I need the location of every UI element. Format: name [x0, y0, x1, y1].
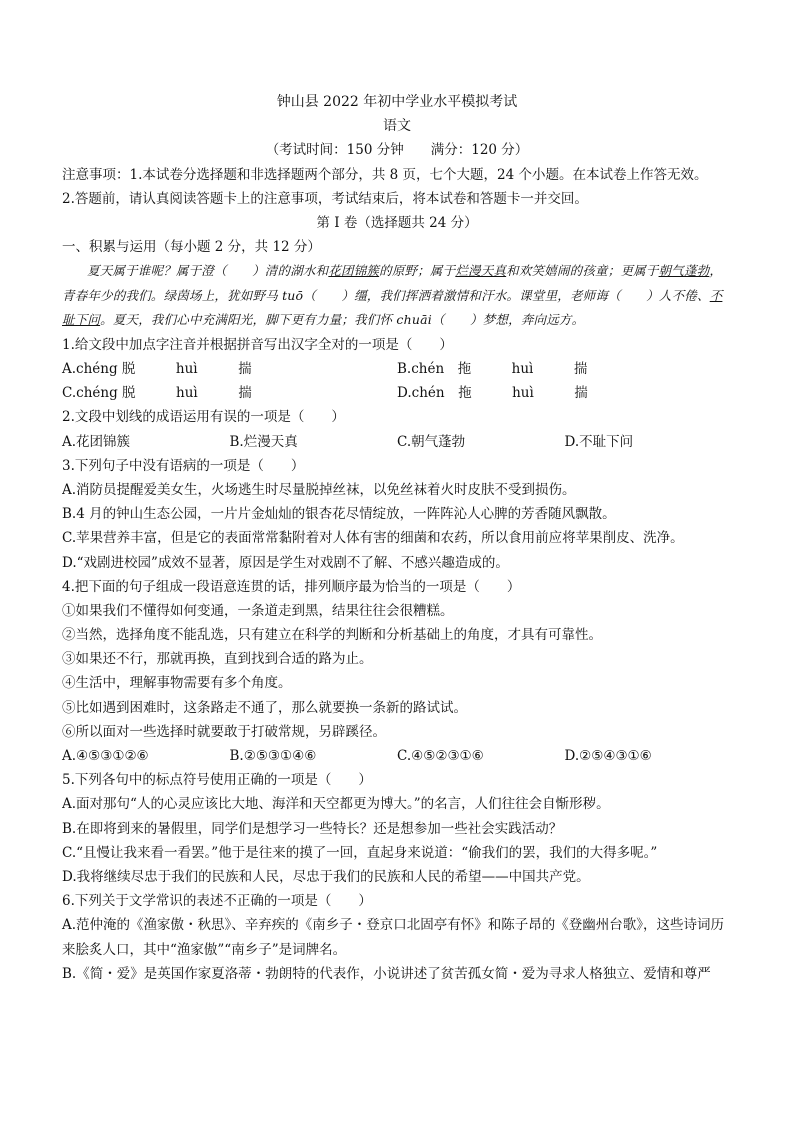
- option-b: B.chén 拖 huì 揣: [397, 361, 588, 377]
- option-b: B.4 月的钟山生态公园，一片片金灿灿的银杏花尽情绽放，一阵阵沁人心脾的芳香随风飘散。: [62, 506, 616, 523]
- option-a: A.面对那句“人的心灵应该比大地、海洋和天空都更为博大。”的名言，人们往往会自惭形秽。: [62, 796, 610, 813]
- underlined-idiom: 烂漫天真: [455, 263, 507, 279]
- notice-line-1: 注意事项：1.本试卷分选择题和非选择题两个部分，共 8 页，七个大题，24 个小题。在本试卷上作答无效。: [62, 166, 708, 183]
- subject-title: 语文: [383, 118, 411, 135]
- option-c: C.苹果营养丰富，但是它的表面常常黏附着对人体有害的细菌和农药，所以食用前应将苹果削皮、洗净。: [62, 530, 684, 547]
- option-d: D.我将继续尽忠于我们的民族和人民，尽忠于我们的民族和人民的希望——中国共产党。: [62, 868, 590, 885]
- question-stem: 4.把下面的句子组成一段语意连贯的话，排列顺序最为恰当的一项是（ ）: [62, 578, 521, 595]
- exam-title: 钟山县 2022 年初中学业水平模拟考试: [276, 94, 518, 110]
- question-stem: 2.文段中划线的成语运用有误的一项是（ ）: [62, 409, 345, 426]
- question-stem: 1.给文段中加点字注音并根据拼音写出汉字全对的一项是（ ）: [62, 336, 453, 353]
- option-a: A.花团锦簇: [62, 433, 131, 450]
- option-c: C.朝气蓬勃: [397, 433, 466, 450]
- option-row: [62, 430, 732, 454]
- option-d: D.②⑤④③①⑥: [564, 748, 652, 764]
- question-stem: 6.下列关于文学常识的表述不正确的一项是（ ）: [62, 893, 372, 910]
- sentence-item: ⑤比如遇到困难时，这条路走不通了，那么就要换一条新的路试试。: [62, 699, 467, 716]
- exam-page: [62, 90, 732, 986]
- exam-time-info: （考试时间：150 分钟 满分：120 分）: [265, 142, 529, 159]
- option-b: B.《简・爱》是英国作家夏洛蒂・勃朗特的代表作，小说讲述了贫苦孤女简・爱为寻求人格独立、爱情和尊严: [62, 965, 711, 982]
- option-row: [62, 744, 732, 768]
- underlined-idiom: 朝气蓬勃: [658, 263, 710, 279]
- option-row: [62, 357, 732, 381]
- option-b: B.烂漫天真: [229, 433, 298, 450]
- option-d: D.不耻下问: [564, 433, 634, 450]
- option-b: B.②⑤③①④⑥: [229, 748, 317, 764]
- option-a: A.chéng 脱 huì 揣: [62, 361, 252, 377]
- option-a: A.消防员提醒爱美女生，火场逃生时尽量脱掉丝袜，以免丝袜着火时皮肤不受到损伤。: [62, 481, 576, 498]
- option-c: C.④⑤②③①⑥: [397, 748, 484, 764]
- option-c: C.“且慢让我来看一看罢。”他于是往来的摸了一回，直起身来说道：“偷我们的罢，我们的大得多呢。”: [62, 844, 658, 861]
- underlined-idiom: 不耻下问: [62, 287, 723, 328]
- option-a: A.范仲淹的《渔家傲・秋思》、辛弃疾的《南乡子・登京口北固亭有怀》和陈子昂的《登幽州台歌》，这些诗词历来脍炙人口，其中“渔家傲”“南乡子”是词牌名。: [62, 917, 725, 958]
- option-d: D.chén 拖 huì 揣: [397, 385, 588, 402]
- reading-passage: [62, 259, 732, 333]
- sentence-item: ②当然，选择角度不能乱选，只有建立在科学的判断和分析基础上的角度，才具有可靠性。: [62, 627, 602, 644]
- question-stem: 3.下列句子中没有语病的一项是（ ）: [62, 457, 305, 474]
- sentence-item: ①如果我们不懂得如何变通，一条道走到黑，结果往往会很糟糕。: [62, 602, 454, 619]
- sentence-item: ③如果还不行，那就再换，直到找到合适的路为止。: [62, 651, 373, 668]
- option-a: A.④⑤③①②⑥: [62, 748, 149, 764]
- sentence-item: ④生活中，理解事物需要有多个角度。: [62, 675, 292, 692]
- option-row: [62, 381, 732, 405]
- option-b: B.在即将到来的暑假里，同学们是想学习一些特长？还是想参加一些社会实践活动？: [62, 820, 563, 837]
- passage-text: 和欢笑嬉闹的孩童；更属于: [506, 263, 659, 279]
- option-c: C.chéng 脱 huì 揣: [62, 385, 252, 402]
- section-title: 一、积累与运用（每小题 2 分，共 12 分）: [62, 239, 321, 256]
- passage-text: ，青春年少的我们。绿茵场上，犹如野马 tuō（ ）缰，我们挥洒着激情和汗水。课堂里，老师诲（ ）人不倦、: [62, 263, 723, 303]
- underlined-idiom: 花团锦簇: [328, 263, 380, 279]
- part-title: 第 I 卷（选择题共 24 分）: [316, 214, 478, 231]
- passage-text: 的原野；属于: [379, 263, 456, 279]
- sentence-item: ⑥所以面对一些选择时就要敢于打破常规，另辟蹊径。: [62, 723, 386, 740]
- passage-text: 夏天属于谁呢？属于澄（ ）清的湖水和: [87, 263, 329, 279]
- question-stem: 5.下列各句中的标点符号使用正确的一项是（ ）: [62, 772, 372, 789]
- passage-text: 。夏天，我们心中充满阳光，脚下更有力量；我们怀 chuāi（ ）梦想，奔向远方。: [100, 312, 585, 328]
- option-d: D.“戏剧进校园”成效不显著，原因是学生对戏剧不了解、不感兴趣造成的。: [62, 554, 509, 571]
- notice-line-2: 2.答题前，请认真阅读答题卡上的注意事项，考试结束后，将本试卷和答题卡一并交回。: [62, 190, 588, 207]
